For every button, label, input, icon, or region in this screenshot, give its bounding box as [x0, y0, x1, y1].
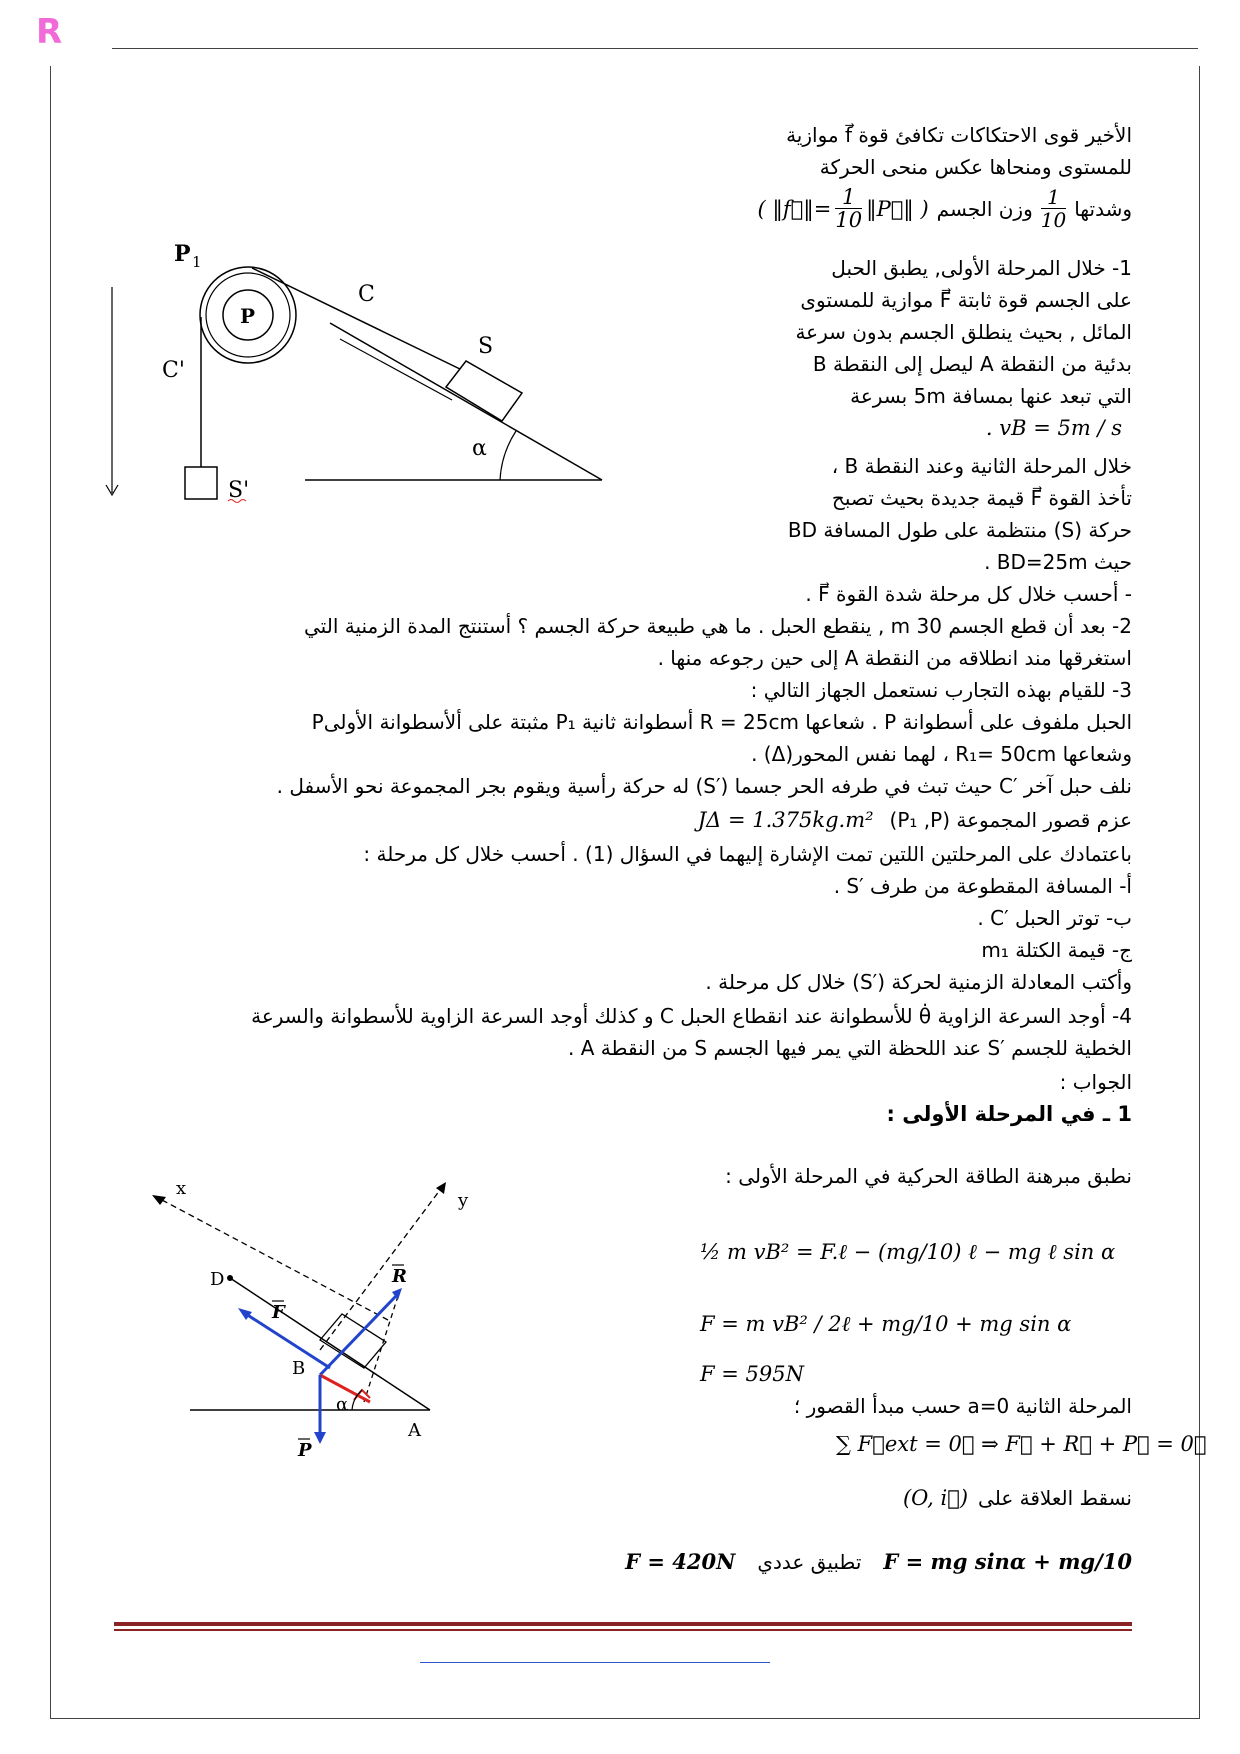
eq5-mid: تطبيق عددي [757, 1550, 862, 1574]
label-d: D [210, 1269, 225, 1290]
eq5-line [625, 1546, 1132, 1578]
eq1: ½ m vB² = F.ℓ − (mg/10) ℓ − mg ℓ sin α [700, 1240, 1116, 1264]
label-p-vec: P [298, 1440, 312, 1461]
label-p1-sub: 1 [192, 253, 202, 271]
q3-line-5: عزم قصور المجموعة (P₁ ,P) JΔ = 1.375kg.m² [697, 808, 1132, 832]
q1-line-8: تأخذ القوة F⃗ قيمة جديدة بحيث تصبح [831, 486, 1132, 510]
problem-line-2: للمستوى ومنحاها عكس منحى الحركة [819, 155, 1132, 179]
answer-label: الجواب : [1059, 1070, 1132, 1094]
q3-line-4: نلف حبل آخر ′C حيث تبث في طرفه الحر جسما (′S) له حركة رأسية ويقوم بجر المجموعة نحو الأسفل . [276, 774, 1132, 798]
label-alpha2: α [336, 1394, 349, 1415]
q1-line-9: حركة (S) منتظمة على طول المسافة BD [787, 518, 1132, 542]
figure-forces [140, 1170, 469, 1461]
q1-line-6: . vB = 5m / s [985, 416, 1122, 440]
q3-line-2: الحبل ملفوف على أسطوانة P . شعاعها R = 25cm أسطوانة ثانية P₁ مثبتة على ألأسطوانة الأولىP [311, 710, 1132, 734]
label-s-prime: S' [228, 478, 250, 503]
bottom-rule-thick [114, 1622, 1132, 1626]
label-c-prime: C' [162, 358, 185, 383]
problem-line-3: وشدتها $\frac{1}{10}$ وزن الجسم ( ‖f⃗‖= $\frac{1}{10}$ ‖P⃗‖ ) [757, 185, 1132, 232]
top-rule [112, 48, 1198, 49]
q3-line-6: باعتمادك على المرحلتين اللتين تمت الإشارة إليهما في السؤال (1) . أحسب خلال كل مرحلة : [363, 842, 1132, 866]
q3-line-7: أ- المسافة المقطوعة من طرف ′S . [833, 874, 1132, 898]
q2-line-1: 2- بعد أن قطع الجسم 30 m , ينقطع الحبل . ما هي طبيعة حركة الجسم ؟ أستنتج المدة الزمنية التي [304, 614, 1132, 638]
q3-line-10: وأكتب المعادلة الزمنية لحركة (′S) خلال كل مرحلة . [705, 970, 1132, 994]
q1-line-2: على الجسم قوة ثابتة F⃗ موازية للمستوى [800, 288, 1132, 312]
footer-link-line [420, 1662, 770, 1663]
q2-line-2: استغرقها مند انطلاقه من النقطة A إلى حين رجوعه منها . [657, 646, 1132, 670]
label-x: x [176, 1178, 187, 1199]
eq2: F = m vB² / 2ℓ + mg/10 + mg sin α [700, 1312, 1072, 1336]
problem-line-1: الأخير قوى الاحتكاكات تكافئ قوة f⃗ موازية [786, 123, 1132, 147]
label-p: P [240, 304, 256, 328]
projection-line: نسقط العلاقة على (O, i⃗) [902, 1486, 1132, 1510]
label-a: A [408, 1420, 421, 1441]
q4-line-2: الخطية للجسم ′S عند اللحظة التي يمر فيها الجسم S من النقطة A . [568, 1036, 1132, 1060]
logo: R [36, 12, 63, 52]
q1-line-1: 1- خلال المرحلة الأولى, يطبق الحبل [831, 256, 1132, 280]
q3-line-1: 3- للقيام بهذه التجارب نستعمل الجهاز التالي : [750, 678, 1132, 702]
q3-line-8: ب- توتر الحبل ′C . [977, 906, 1132, 930]
q3-line-3: وشعاعها R₁= 50cm ، لهما نفس المحور(Δ) . [751, 742, 1132, 766]
line3-frac: $\frac{1}{10}$ [1040, 185, 1067, 232]
label-alpha: α [472, 436, 487, 461]
line3-weight: وزن الجسم [936, 196, 1033, 221]
q1-line-3: المائل , بحيث ينطلق الجسم بدون سرعة [795, 320, 1132, 344]
eq3: F = 595N [700, 1362, 804, 1386]
q1-line-4: بدئية من النقطة A ليصل إلى النقطة B [812, 352, 1132, 376]
eq5-right: F = 420N [625, 1549, 736, 1574]
label-y: y [458, 1190, 469, 1211]
q1-line-10: حيث BD=25m . [984, 550, 1132, 574]
q1-line-7: خلال المرحلة الثانية وعند النقطة B ، [831, 454, 1132, 478]
q4-line-1: 4- أوجد السرعة الزاوية θ̇ للأسطوانة عند انقطاع الحبل C و كذلك أوجد السرعة الزاوية للأسطوانة والسرعة [251, 1004, 1132, 1028]
eq4: ∑ F⃗ext = 0⃗ ⇒ F⃗ + R⃗ + P⃗ = 0⃗ [836, 1432, 1207, 1456]
eq5-left: F = mg sinα + mg/10 [883, 1549, 1132, 1574]
box-s-prime [185, 467, 217, 499]
line3-text: وشدتها [1074, 196, 1132, 221]
label-f: F [272, 1302, 285, 1323]
label-p1: P [174, 241, 191, 267]
answer-heading: 1 ـ في المرحلة الأولى : [886, 1102, 1132, 1126]
bottom-rule-thin [114, 1629, 1132, 1631]
label-r: R [392, 1266, 407, 1287]
q3-line-9: ج- قيمة الكتلة m₁ [981, 938, 1132, 962]
q1-line-5: التي تبعد عنها بمسافة 5m بسرعة [850, 384, 1132, 408]
label-c: C [358, 282, 375, 307]
line3-formula-left: ( ‖f⃗‖= [757, 196, 832, 221]
solution-intro: نطبق مبرهنة الطاقة الحركية في المرحلة الأولى : [725, 1164, 1132, 1188]
line3-formula-right: ‖P⃗‖ ) [866, 196, 929, 221]
label-s: S [478, 334, 494, 359]
q1-line-11: - أحسب خلال كل مرحلة شدة القوة F⃗ . [805, 582, 1132, 606]
stage2: المرحلة الثانية a=0 حسب مبدأ القصور ؛ [793, 1394, 1132, 1418]
label-b: B [292, 1358, 306, 1379]
figure-pulley-incline [100, 235, 690, 545]
